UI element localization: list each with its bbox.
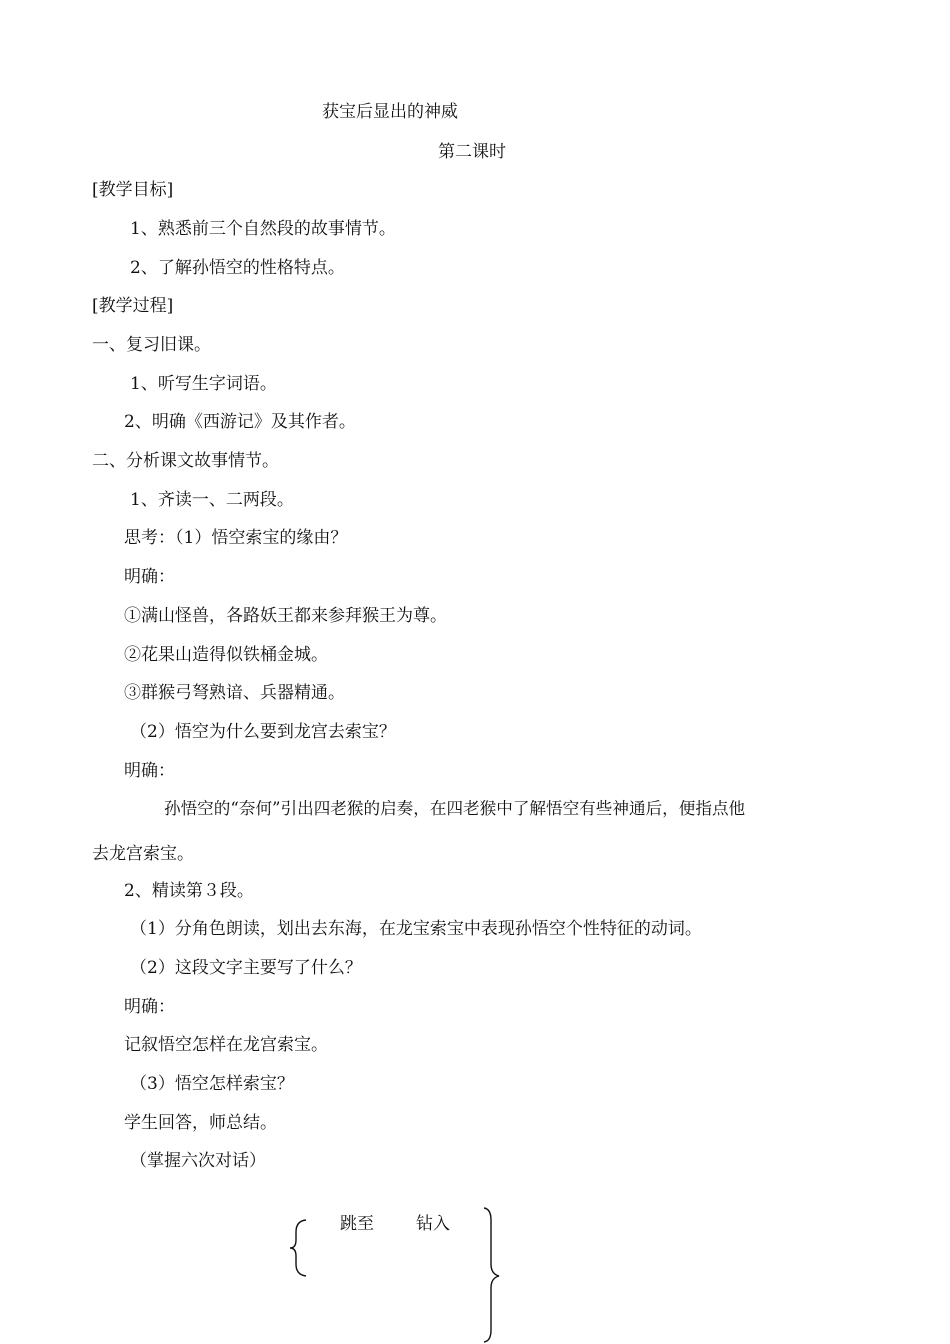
note-text: （掌握六次对话） [130, 1151, 266, 1171]
question-line: （1）分角色朗读，划出去东海，在龙宝索宝中表现孙悟空个性特征的动词。 [130, 919, 702, 939]
answer-point: ③群猴弓弩熟谙、兵器精通。 [124, 683, 345, 703]
objective-item: 1、熟悉前三个自然段的故事情节。 [130, 219, 396, 239]
process-item: 2、精读第３段。 [124, 881, 254, 901]
answer-point: ②花果山造得似铁桶金城。 [124, 645, 328, 665]
process-heading: 一、复习旧课。 [92, 335, 211, 355]
section-heading-process: [教学过程] [92, 296, 174, 316]
lesson-period: 第二课时 [438, 142, 506, 162]
diagram-word: 钻入 [416, 1214, 450, 1234]
question-line: （2）这段文字主要写了什么？ [130, 958, 362, 978]
answer-point: ①满山怪兽，各路妖王都来参拜猴王为尊。 [124, 606, 447, 626]
process-item: 1、听写生字词语。 [130, 374, 277, 394]
answer-text: 记叙悟空怎样在龙宫索宝。 [124, 1035, 328, 1055]
diagram-word: 跳至 [340, 1214, 374, 1234]
question-line: 思考：（1）悟空索宝的缘由？ [124, 528, 348, 548]
answer-paragraph: 孙悟空的“奈何”引出四老猴的启奏，在四老猴中了解悟空有些神通后，便指点他 [164, 799, 746, 818]
document-title: 获宝后显出的神威 [322, 102, 458, 122]
left-brace [288, 1218, 310, 1278]
question-line: （3）悟空怎样索宝？ [130, 1074, 294, 1094]
process-item: 1、齐读一、二两段。 [130, 490, 294, 510]
answer-paragraph-continued: 去龙宫索宝。 [92, 844, 194, 864]
objective-item: 2、了解孙悟空的性格特点。 [130, 258, 345, 278]
answer-label: 明确： [124, 997, 175, 1017]
answer-label: 明确： [124, 567, 175, 587]
answer-text: 学生回答，师总结。 [124, 1113, 277, 1133]
process-item: 2、明确《西游记》及其作者。 [124, 412, 356, 432]
right-brace [482, 1206, 502, 1344]
process-heading: 二、分析课文故事情节。 [92, 451, 279, 471]
question-line: （2）悟空为什么要到龙宫去索宝？ [130, 722, 396, 742]
section-heading-objectives: [教学目标] [92, 180, 174, 200]
answer-label: 明确： [124, 761, 175, 781]
